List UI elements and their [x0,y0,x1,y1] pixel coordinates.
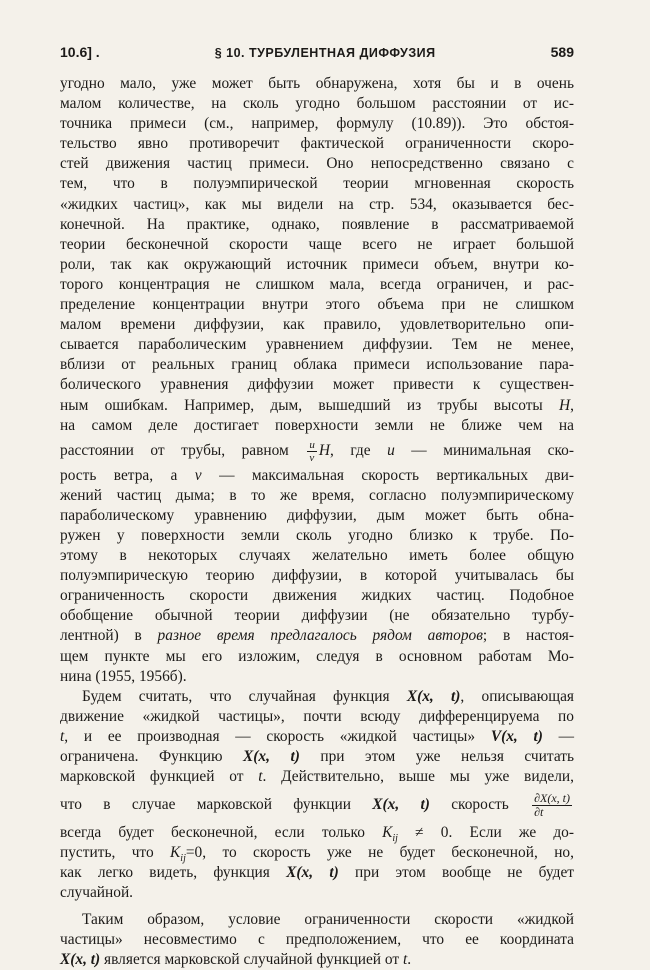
paragraph-2 [60,687,574,904]
text-line: «жидких частиц», как мы видели на стр. 534, оказывается бес- [60,195,574,213]
text-line: точника примеси (см., например, формулу (10.89)). Это обстоя- [60,115,574,133]
text-line: сывается параболическим уравнением диффузии. Тем не менее, [60,336,574,354]
text-line: рость ветра, а v — максимальная скорость вертикальных дви- [60,466,574,484]
text-line: этому в некоторых случаях желательно иметь более общую [60,547,574,565]
text-line: роли, так как окружающий источник примеси объем, внутри ко- [60,255,574,273]
text-line: как легко видеть, функция X(x, t) при этом вообще не будет [60,864,575,882]
fraction-dx-dt: $\frac{\partial X(x, t)}{\partial t}$ [534,791,570,820]
text-line: на самом деле достигает поверхности земли не ближе чем на [60,416,574,434]
paragraph-3 [60,910,574,970]
text-line-with-fraction: что в случае марковской функции X(x, t) скорость $\frac{\partial X(x, t)}{\partial t}$ [60,791,570,820]
fraction-u-over-v: $\frac{u}{v}$ [309,438,315,464]
text-line-with-fraction: расстоянии от трубы, равном $\frac{u}{v}$ H, где u — минимальная ско- [60,438,574,464]
paragraph-1 [60,74,574,687]
text-line: жений частиц дыма; в то же время, согласно полуэмпирическому [60,486,574,504]
text-line: всегда будет бесконечной, если только $K_{ij} \ne 0$. Если же до- [60,824,574,845]
text-line: полуэмпирическую теорию диффузии, в которой учитывалась бы [60,567,574,585]
text-line: Будем считать, что случайная функция X(x, t), описывающая [82,687,574,705]
text-line: пустить, что $K_{ij}=0$, то скорость уже не будет бесконечной, но, [60,844,574,865]
text-line: болического уравнения диффузии может привести к существен- [60,376,574,394]
text-line: ным ошибкам. Например, дым, вышедший из трубы высоты H, [60,396,574,414]
text-line: стей движения частиц примеси. Оно непосредственно связано с [60,155,574,173]
text-line: ограничена. Функцию X(x, t) при этом уже нельзя считать [60,748,574,765]
text-line: угодно мало, уже может быть обнаружена, хотя бы и в очень [60,75,574,92]
text-line: малом количестве, на сколь угодно большом расстоянии от ис- [60,95,574,113]
page-number: 589 [550,44,574,60]
text-line: вблизи от реальных границ облака примеси использование пара- [60,356,574,374]
section-ref: 10.6] . [60,44,100,60]
text-line: ружен у поверхности земли сколь угодно близко к трубе. По- [60,526,574,544]
text-line: нина (1955, 1956б). [60,667,187,685]
text-line: движение «жидкой частицы», почти всюду дифференцируема по [60,707,574,725]
text-line: случайной. [60,884,134,902]
text-line: малом времени диффузии, как правило, удовлетворительно опи- [60,316,574,334]
text-line: тельство явно противоречит фактической ограниченности скоро- [60,135,574,153]
text-line: тем, что в полуэмпирической теории мгновенная скорость [60,175,574,193]
text-line: конечной. На практике, однако, появление в рассматриваемой [60,215,574,233]
text-line: марковской функцией от t. Действительно, выше мы уже видели, [60,768,574,786]
book-page [60,44,574,970]
text-line: X(x, t) является марковской случайной функцией от t. [60,950,412,968]
text-line: параболическому уравнению диффузии, дым может быть обна- [60,506,574,524]
text-line: пределение концентрации внутри этого объема при не слишком [60,296,574,314]
text-line: щем пункте мы его изложим, следуя в основном работам Мо- [60,647,574,665]
text-line: частицы» несовместимо с предположением, что ее координата [60,930,574,948]
text-line: ограниченность скорости движения жидких частиц. Подобное [60,587,574,605]
text-line: теории бесконечной скорости чаще всего не играет большой [60,235,574,253]
text-line: Таким образом, условие ограниченности скорости «жидкой [82,910,574,928]
text-line: лентной) в разное время предлагалось рядом авторов; в настоя- [60,627,574,645]
text-line: торого концентрация не слишком мала, всегда ограничен, и рас- [60,275,574,293]
text-line: t, и ее производная — скорость «жидкой частицы» V(x, t) — [60,727,574,745]
header-title: § 10. ТУРБУЛЕНТНАЯ ДИФФУЗИЯ [214,46,436,60]
running-header [60,44,574,60]
text-line: обобщение обычной теории диффузии (не обязательно турбу- [60,607,574,625]
